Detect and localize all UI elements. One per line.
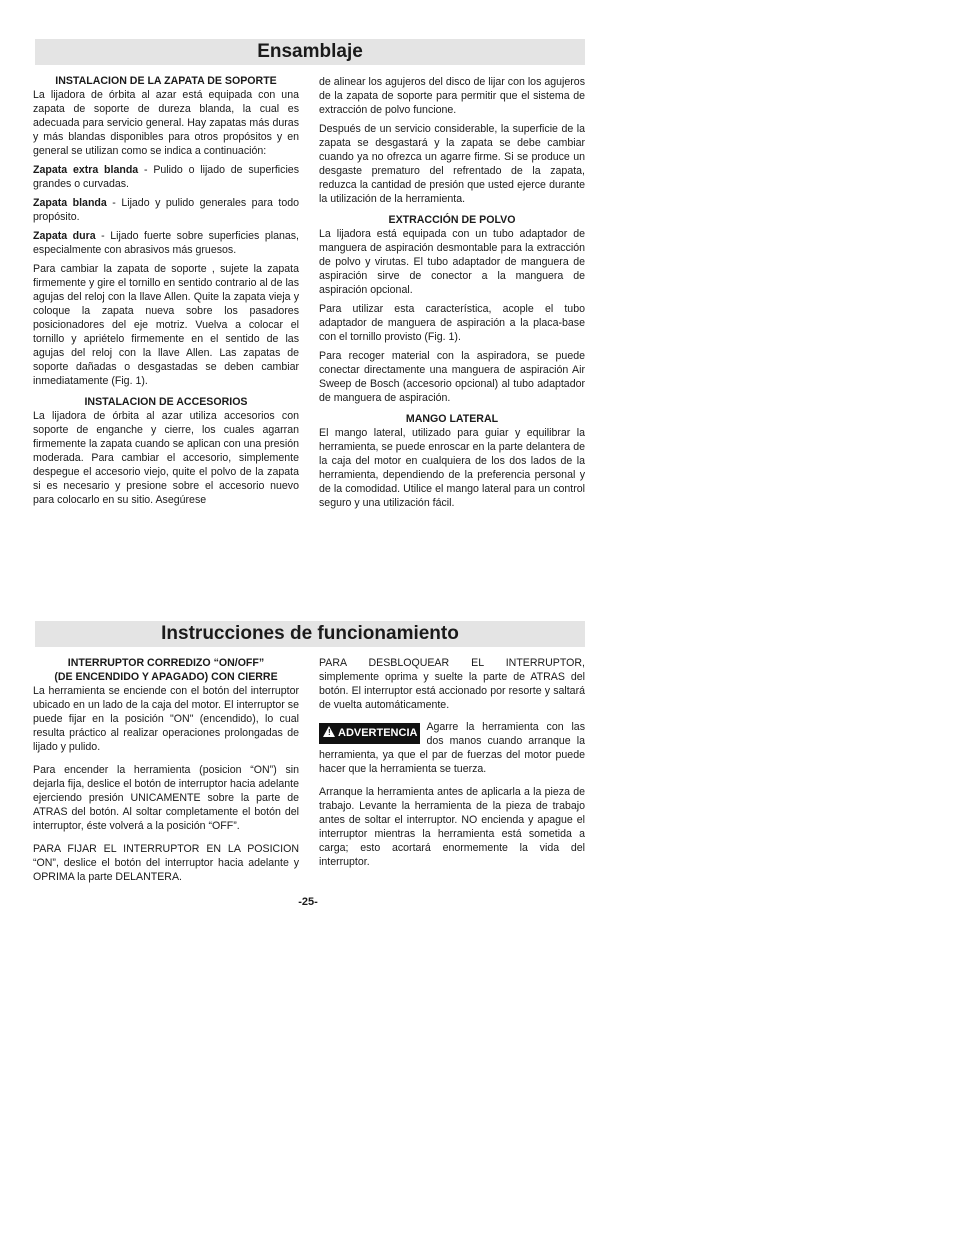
funcionamiento-right-column (319, 656, 585, 874)
term-zapata-blanda: Zapata blanda (33, 197, 107, 209)
term-zapata-dura: Zapata dura (33, 230, 96, 242)
paragraph-interruptor-2: Para encender la herramienta (posicion “ON”) sin dejarla fija, deslice el botón de interruptor hacia adelante ejerciendo presión UNICAMENTE sobre la parte de ATRAS del botón. Al soltar completamente el botón del interruptor, éste volverá a la posición “OFF”. (33, 764, 299, 832)
heading-extraccion-polvo: EXTRACCIÓN DE POLVO (388, 214, 516, 226)
ensamblaje-right-column (319, 75, 585, 515)
warning-badge (319, 723, 420, 744)
heading-instalacion-accesorios: INSTALACION DE ACCESORIOS (84, 396, 248, 408)
paragraph-polvo-3: Para recoger material con la aspiradora, se puede conectar directamente una manguera de aspiración Air Sweep de Bosch (accesorio opcional) al tubo adaptador de manguera de aspiración. (319, 350, 585, 404)
warning-triangle-icon: ! (323, 726, 335, 737)
section-title-funcionamiento: Instrucciones de funcionamiento (35, 621, 585, 647)
text-zapata-extra-blanda: - Pulido o lijado de superficies grandes o curvadas. (33, 164, 299, 190)
paragraph-interruptor-3: PARA FIJAR EL INTERRUPTOR EN LA POSICION “ON”, deslice el botón del interruptor hacia adelante y OPRIMA la parte DELANTERA. (33, 843, 299, 883)
section-title-ensamblaje: Ensamblaje (35, 39, 585, 65)
paragraph-cambiar-zapata: Para cambiar la zapata de soporte , sujete la zapata firmemente y gire el tornillo en sentido contrario al de las agujas del reloj con la llave Allen. Quite la zapata vieja y coloque la zapata nueva sobre los pasadores posicionadores del eje motriz. Vuelva a colocar el tornillo y apriételo firmemente en el sentido de las agujas del reloj con la llave Allen. Las zapatas de soporte dañadas o desgastadas se deben cambiar inmediatamente (Fig. 1). (33, 263, 299, 387)
paragraph-desgaste-zapata: Después de un servicio considerable, la superficie de la zapata se desgastará y la zapata se debe cambiar cuando ya no ofrezca un agarre firme. Si se produce un desgaste prematuro del refrentado de la zapata, reduzca la cantidad de presión que usted ejerce durante la utilización de la herramienta. (319, 123, 585, 205)
paragraph-mango-lateral: El mango lateral, utilizado para guiar y equilibrar la herramienta, se puede enroscar en la parte delantera de la caja del motor en cualquiera de los dos lados de la herramienta, dependiendo de la preferencia personal y de la comodidad. Utilice el mango lateral para un control seguro y una utilización fácil. (319, 427, 585, 509)
heading-interruptor-line-2: (DE ENCENDIDO Y APAGADO) CON CIERRE (54, 671, 278, 683)
page-number: -25- (298, 896, 318, 908)
heading-zapata-soporte: INSTALACION DE LA ZAPATA DE SOPORTE (55, 75, 277, 87)
ensamblaje-left-column (33, 74, 299, 512)
paragraph-zapata-extra-blanda (33, 163, 299, 191)
funcionamiento-left-column (33, 656, 299, 889)
paragraph-interruptor-1: La herramienta se enciende con el botón del interruptor ubicado en un lado de la caja del motor. El interruptor se puede fijar en la posición "ON" (encendido), lo cual resulta práctico al realizar operaciones prolongadas de lijado y pulido. (33, 685, 299, 753)
paragraph-zapata-dura (33, 229, 299, 257)
paragraph-polvo-2: Para utilizar esta característica, acople el tubo adaptador de manguera de aspiración a la placa-base con el tornillo provisto (Fig. 1). (319, 303, 585, 343)
paragraph-alinear-agujeros: de alinear los agujeros del disco de lijar con los agujeros de la zapata de soporte para permitir que el sistema de extracción de polvo funcione. (319, 76, 585, 116)
warning-block (319, 720, 585, 776)
paragraph-polvo-1: La lijadora está equipada con un tubo adaptador de manguera de aspiración desmontable para la extracción de polvo y virutas. El tubo adaptador de manguera de aspiración sirve de conector a la manguera de aspiración opcional. (319, 228, 585, 296)
paragraph-zapata-blanda (33, 196, 299, 224)
warning-label: ADVERTENCIA (338, 727, 418, 739)
paragraph-warning: Agarre la herramienta con las dos manos cuando arranque la herramienta, ya que el par de fuerzas del motor puede hacer que la herramienta se tuerza. (319, 721, 585, 775)
paragraph-desbloquear: PARA DESBLOQUEAR EL INTERRUPTOR, simplemente oprima y suelte la parte de ATRAS del botón. El interruptor está accionado por resorte y saltará de vuelta automáticamente. (319, 657, 585, 711)
term-zapata-extra-blanda: Zapata extra blanda (33, 164, 139, 176)
paragraph-zapata-intro: La lijadora de órbita al azar está equipada con una zapata de soporte de dureza blanda, la cual es adecuada para servicio general. Hay zapatas más duras y más blandas disponibles para otros propósitos y en general se utilizan como se indica a continuación: (33, 89, 299, 157)
text-zapata-dura: - Lijado fuerte sobre superficies planas, especialmente con abrasivos más gruesos. (33, 230, 299, 256)
paragraph-accesorios: La lijadora de órbita al azar utiliza accesorios con soporte de enganche y cierre, los cuales agarran firmemente la zapata cuando se aplican con una presión moderada. Para cambiar el accesorio, simplemente despegue el accesorio viejo, quite el polvo de la zapata si es necesario y presione sobre el accesorio nuevo para colocarlo en su sitio. Asegúrese (33, 410, 299, 506)
paragraph-arranque: Arranque la herramienta antes de aplicarla a la pieza de trabajo. Levante la herramienta de la pieza de trabajo antes de soltar el interruptor. NO encienda y apague el interruptor mientras la herramienta está sometida a carga; esto acortará enormemente la vida del interruptor. (319, 786, 585, 868)
heading-mango-lateral: MANGO LATERAL (405, 413, 499, 425)
heading-interruptor-line-1: INTERRUPTOR CORREDIZO “ON/OFF” (67, 657, 265, 669)
text-zapata-blanda: - Lijado y pulido generales para todo propósito. (33, 197, 300, 223)
